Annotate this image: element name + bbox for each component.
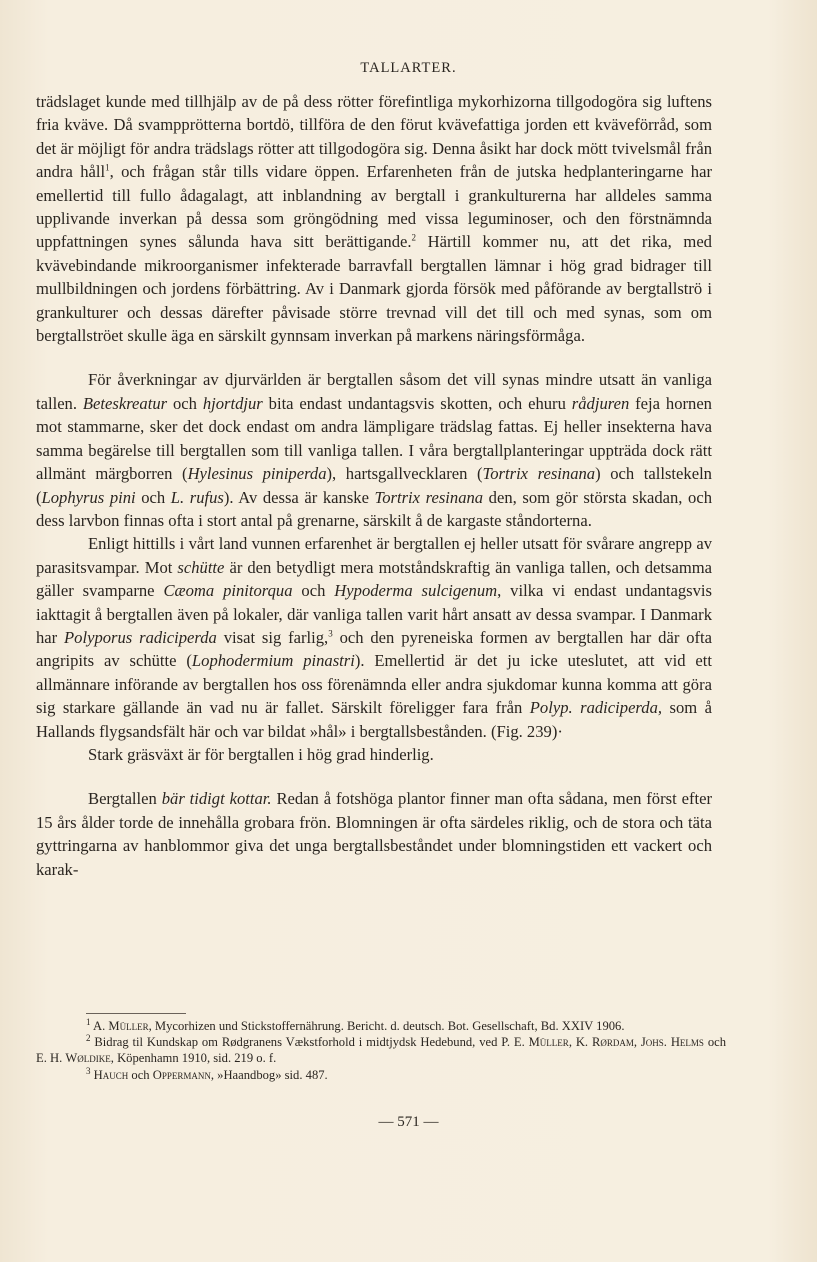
footnote-3: $^3$ Hauch och Oppermann, »Haandbog» sid. 487. bbox=[86, 1065, 328, 1082]
paragraph-1: trädslaget kunde med tillhjälp av de på dess rötter förefintliga mykorhizorna tillgodogöra sig luftens fria kväve. Då svampprötterna bortdö, tillföra de den förut kvävefattiga jorden ett kväveförråd, som det är möjligt för andra trädslags rötter att tillgodogöra sig. Denna åsikt har dock mött tvivelsmål från andra håll$^1$, och frågan står tills vidare öppen. Erfarenheten från de jutska hedplanteringarne har emellertid till fullo ådagalagt, att inblandning av bergtall i grankulturerna har alldeles samma upplivande inverkan på dessa som gröngödning med vissa leguminoser, och den förstnämnda uppfattningen synes sålunda hava sitt berättigande.$^2$ Härtill kommer nu, att det rika, med kvävebindande mikroorganismer infekterade barravfall bergtallen lämnar i hög grad bidrager till mullbildningen och jordens förbättring. Av i Danmark gjorda försök med påförande av bergtallströ i grankulturer och dessas därefter påvisade större trevnad vill det till och med synas, som om bergtallströet skulle äga en särskilt gynnsam inverkan på markens näringsförmåga. bbox=[36, 92, 712, 346]
paragraph-5: Bergtallen bär tidigt kottar. Redan å fotshöga plantor finner man ofta sådana, men först efter 15 års ålder torde de innehålla grobara frön. Blomningen är ofta särdeles riklig, och de stora och täta gyttringarna av hanblommor giva det unga bergtallsbeståndet under blomningstiden ett vackert och karak- bbox=[36, 789, 712, 879]
body-text bbox=[36, 90, 712, 881]
footnote-divider bbox=[86, 1013, 186, 1014]
footnote-ref-1: 1 bbox=[105, 162, 110, 173]
paragraph-4: Stark gräsväxt är för bergtallen i hög grad hinderlig. bbox=[88, 744, 434, 764]
paragraph-2: För åverkningar av djurvärlden är bergtallen såsom det vill synas mindre utsatt än vanliga tallen. Beteskreatur och hjortdjur bita endast undantagsvis skotten, och ehuru rådjuren feja hornen mot stammarne, sker det dock endast om andra lämpligare trädslag fattas. Ej heller insekterna hava samma begärelse till bergtallen som till vanliga tallen. I våra bergtallplanteringar uppträda dock rätt allmänt märgborren (Hylesinus piniperda), hartsgallvecklaren (Tortrix resinana) och tallstekeln (Lophyrus pini och L. rufus). Av dessa är kanske Tortrix resinana den, som gör största skadan, och dess larvbon finnas ofta i stort antal på grenarne, särskilt å de kargaste ståndorterna. bbox=[36, 370, 713, 530]
footnote-2: $^2$ Bidrag til Kundskap om Rødgranens Vækstforhold i midtjydsk Hedebund, ved P. E. Müller, K. Rørdam, Johs. Helms och E. H. Wøldike, Köpenhamn 1910, sid. 219 o. f. bbox=[36, 1033, 726, 1066]
page-number: — 571 — bbox=[378, 1114, 439, 1130]
footnote-ref-3: 3 bbox=[328, 628, 333, 639]
footnote-ref-2: 2 bbox=[411, 232, 417, 243]
paragraph-3: Enligt hittills i vårt land vunnen erfarenhet är bergtallen ej heller utsatt för svårare angrepp av parasitsvampar. Mot schütte är den betydligt mera motståndskraftig än vanliga tallen, och detsamma gäller svamparne Cæoma pinitorqua och Hypoderma sulcigenum, vilka vi endast undantagsvis iakttagit å bergtallen även på lokaler, där vanliga tallen varit hårt ansatt av dessa svampar. I Danmark har Polyporus radiciperda visat sig farlig,$^3$ och den pyreneiska formen av bergtallen har där ofta angripits av schütte (Lophodermium pinastri). Emellertid är det ju icke uteslutet, att vid ett allmännare införande av bergtallen hos oss förenämnda eller andra sjukdomar kunna komma att göra sig starkare gällande än vad nu är fallet. Särskilt föreligger fara från Polyp. radiciperda, som å Hallands flygsandsfält här och var bildat »hål» i bergtallsbestånden. (Fig. 239)· bbox=[36, 534, 713, 741]
footnotes bbox=[36, 1018, 726, 1083]
footnote-1: $^1$ A. Müller, Mycorhizen und Stickstoffernährung. Bericht. d. deutsch. Bot. Gesellschaft, Bd. XXIV 1906. bbox=[86, 1016, 625, 1033]
running-header: TALLARTER. bbox=[360, 60, 457, 76]
